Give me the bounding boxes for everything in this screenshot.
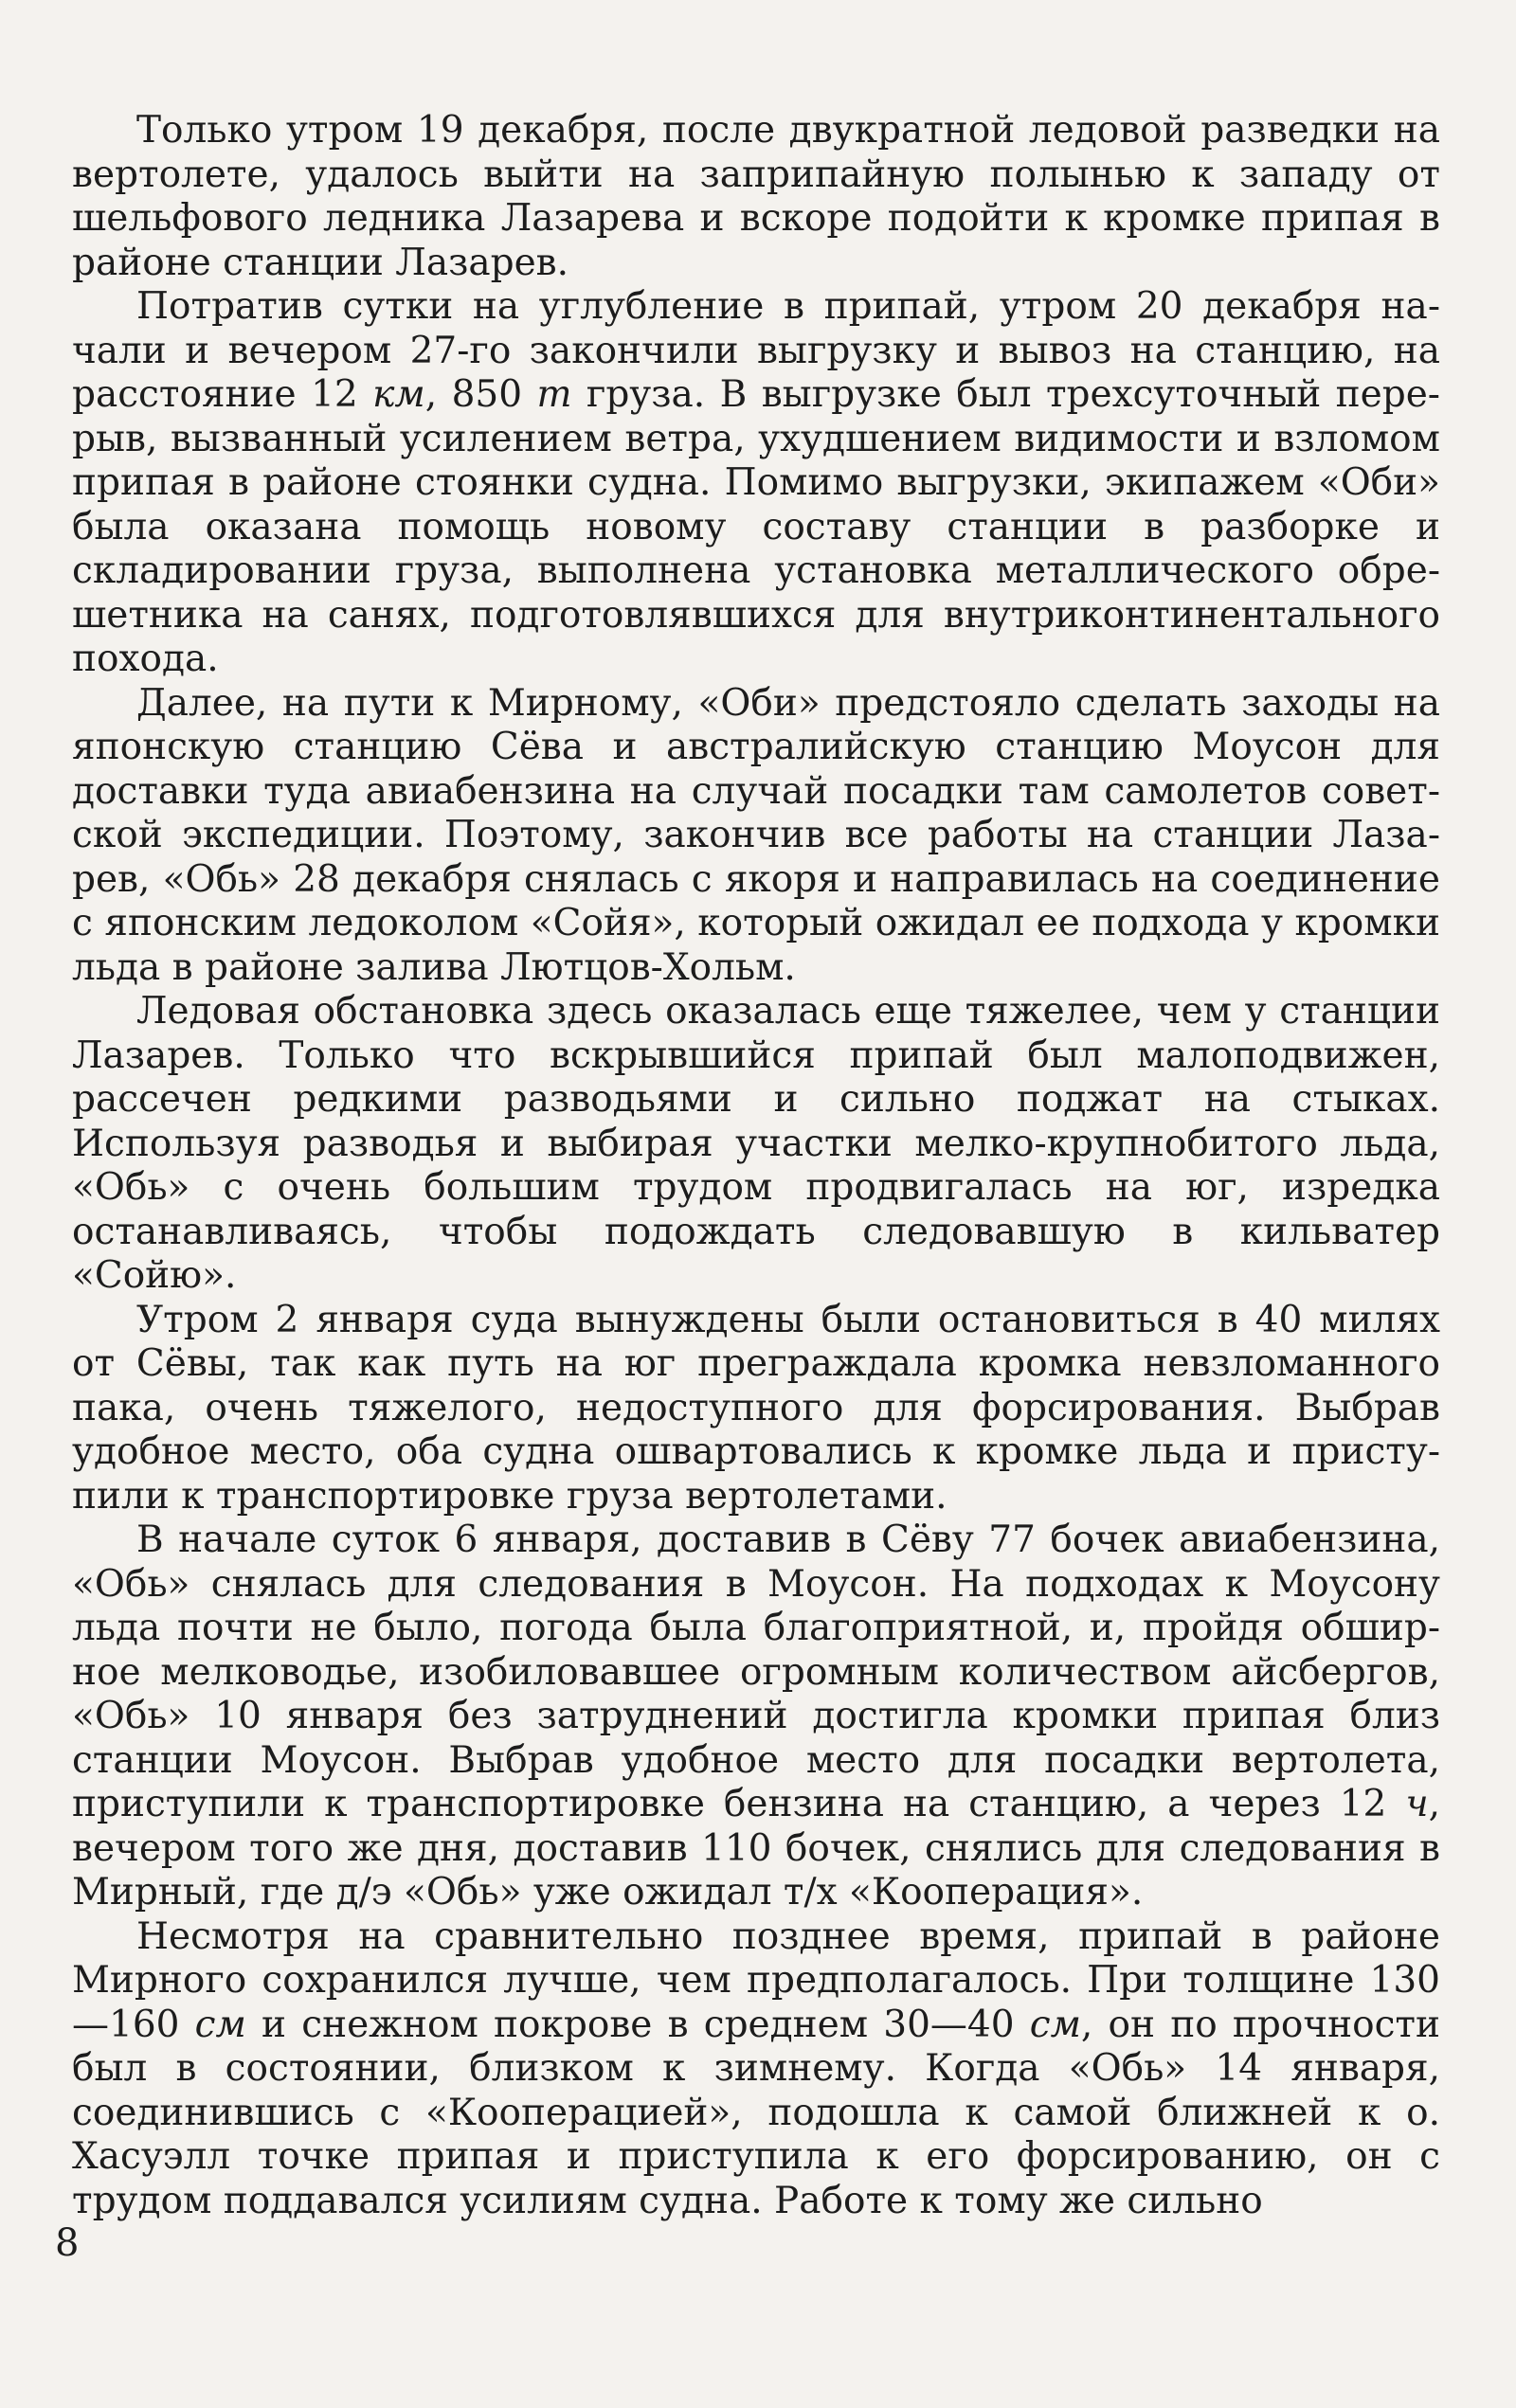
paragraph-1-text: Только утром 19 декабря, после двукратной ледовой разведки на вертолете, удалось выйти на заприпайную полынью к западу от шельфового ледника Лазарева и вскоре подойти к кромке припая в районе станции Лазарев. [72,109,1440,284]
paragraph-7-text-a: Несмотря на сравнительно позднее время, припай в районе Мирного сохранился лучше, чем предполагалось. При толщине 130—160 [72,1914,1440,2046]
paragraph-5 [72,1299,1440,1519]
paragraph-1 [72,109,1440,285]
unit-hours: ч [1405,1783,1429,1825]
paragraph-2-text-b: , 850 [424,373,537,416]
paragraph-7-text-b: и снежном покрове в среднем 30—40 [245,2003,1030,2046]
paragraph-6 [72,1518,1440,1915]
paragraph-4 [72,990,1440,1299]
paragraph-6-text-a: В начале суток 6 января, доставив в Сёву 77 бочек авиабензина, «Обь» снялась для следования в Моусон. На подходах к Моусону льда почти не было, погода была благоприятной, и, пройдя обширное мелководье, изобиловавшее огромным количеством айсбергов, «Обь» 10 января без затруднений достигла кромки припая близ станции Моусон. Выбрав удобное место для посадки вертолета, приступили к транспортировке бензина на станцию, а через 12 [72,1518,1440,1825]
paragraph-2-text-a: Потратив сутки на углубление в припай, утром 20 декабря начали и вечером 27-го закончили выгрузку и вывоз на станцию, на расстояние 12 [72,285,1440,416]
unit-tonnes: т [536,373,572,416]
page-body [72,109,1440,2316]
paragraph-5-text: Утром 2 января суда вынуждены были остановиться в 40 милях от Сёвы, так как путь на юг преграждала кромка невзломанного пака, очень тяжелого, недоступного для форсирования. Выбрав удобное место, оба судна ошвартовались к кромке льда и приступили к транспортировке груза вертолетами. [72,1298,1440,1518]
paragraph-7-text-c: , он по прочности был в состоянии, близком к зимнему. Когда «Обь» 14 января, соединившись с «Кооперацией», подошла к самой ближней к о. Хасуэлл точке припая и приступила к его форсированию, он с трудом поддавался усилиям судна. Работе к тому же сильно [72,2003,1440,2222]
paragraph-3 [72,682,1440,991]
unit-cm-1: см [194,2003,246,2046]
paragraph-4-text: Ледовая обстановка здесь оказалась еще тяжелее, чем у станции Лазарев. Только что вскрывшийся припай был малоподвижен, рассечен редкими разводьями и сильно поджат на стыках. Используя разводья и выбирая участки мелко-крупнобитого льда, «Обь» с очень большим трудом продвигалась на юг, изредка останавливаясь, чтобы подождать следовавшую в кильватер «Сойю». [72,990,1440,1297]
paragraph-2-text-c: груза. В выгрузке был трехсуточный перерыв, вызванный усилением ветра, ухудшением видимости и взломом припая в районе стоянки судна. Помимо выгрузки, экипажем «Оби» была оказана помощь новому составу станции в разборке и складировании груза, выполнена установка металлического обрешетника на санях, подготовлявшихся для внутриконтинентального похода. [72,373,1440,680]
paragraph-2 [72,285,1440,682]
paragraph-6-text-b: , вечером того же дня, доставив 110 бочек, снялись для следования в Мирный, где д/э «Обь» уже ожидал т/х «Кооперация». [72,1783,1440,1914]
unit-cm-2: см [1029,2003,1081,2046]
page-number: 8 [55,2221,80,2265]
unit-km: км [372,373,425,416]
paragraph-7 [72,1915,1440,2224]
paragraph-3-text: Далее, на пути к Мирному, «Оби» предстояло сделать заходы на японскую станцию Сёва и австралийскую станцию Моусон для доставки туда авиабензина на случай посадки там самолетов советской экспедиции. Поэтому, закончив все работы на станции Лазарев, «Обь» 28 декабря снялась с якоря и направилась на соединение с японским ледоколом «Сойя», который ожидал ее подхода у кромки льда в районе залива Лютцов-Хольм. [72,681,1440,989]
